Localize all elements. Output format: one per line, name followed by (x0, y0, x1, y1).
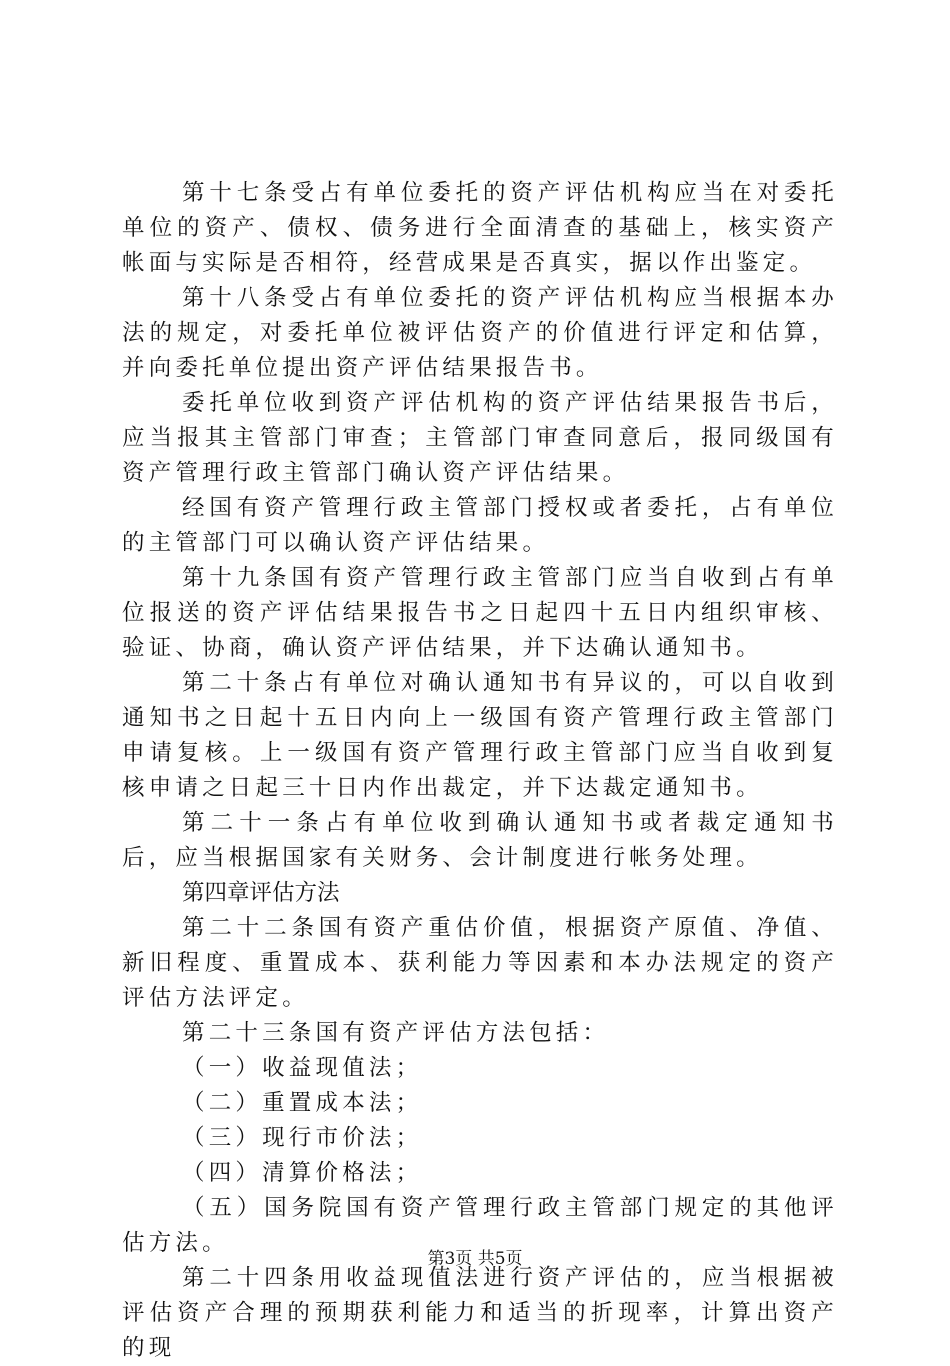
paragraph-article-22: 第二十二条国有资产重估价值，根据资产原值、净值、新旧程度、重置成本、获利能力等因素和本办法规定的资产评估方法评定。 (122, 915, 838, 1011)
chapter-heading: 第四章评估方法 (182, 880, 340, 906)
paragraph-article-24: 第二十四条用收益现值法进行资产评估的，应当根据被评估资产合理的预期获利能力和适当的折现率，计算出资产的现 (122, 1265, 838, 1361)
list-item-method-5: （五）国务院国有资产管理行政主管部门规定的其他评估方法。 (122, 1195, 838, 1256)
list-item-method-2: （二）重置成本法； (182, 1090, 423, 1116)
paragraph-submission-review: 委托单位收到资产评估机构的资产评估结果报告书后，应当报其主管部门审查；主管部门审查同意后，报同级国有资产管理行政主管部门确认资产评估结果。 (122, 390, 838, 486)
page-footer: 第3页 共5页 (427, 1249, 523, 1269)
paragraph-authorization: 经国有资产管理行政主管部门授权或者委托，占有单位的主管部门可以确认资产评估结果。 (122, 495, 838, 556)
paragraph-article-20: 第二十条占有单位对确认通知书有异议的，可以自收到通知书之日起十五日内向上一级国有资产管理行政主管部门申请复核。上一级国有资产管理行政主管部门应当自收到复核申请之日起三十日内作出裁定，并下达裁定通知书。 (122, 670, 838, 801)
document-body (122, 176, 838, 1366)
list-item-method-3: （三）现行市价法； (182, 1125, 423, 1151)
paragraph-article-18: 第十八条受占有单位委托的资产评估机构应当根据本办法的规定，对委托单位被评估资产的价值进行评定和估算，并向委托单位提出资产评估结果报告书。 (122, 285, 838, 381)
paragraph-article-17: 第十七条受占有单位委托的资产评估机构应当在对委托单位的资产、债权、债务进行全面清查的基础上，核实资产帐面与实际是否相符，经营成果是否真实，据以作出鉴定。 (122, 180, 838, 276)
list-item-method-4: （四）清算价格法； (182, 1160, 423, 1186)
list-item-method-1: （一）收益现值法； (182, 1055, 423, 1081)
paragraph-article-23: 第二十三条国有资产评估方法包括： (182, 1020, 610, 1046)
paragraph-article-21: 第二十一条占有单位收到确认通知书或者裁定通知书后，应当根据国家有关财务、会计制度进行帐务处理。 (122, 810, 838, 871)
paragraph-article-19: 第十九条国有资产管理行政主管部门应当自收到占有单位报送的资产评估结果报告书之日起四十五日内组织审核、验证、协商，确认资产评估结果，并下达确认通知书。 (122, 565, 838, 661)
